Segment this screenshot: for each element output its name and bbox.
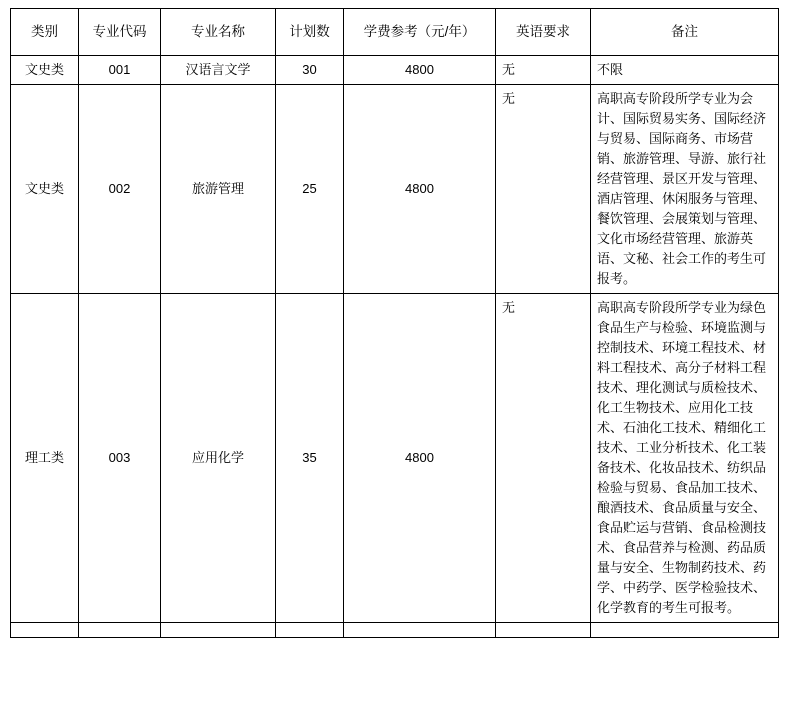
table-row xyxy=(11,56,779,85)
cell-category: 文史类 xyxy=(11,85,79,294)
column-header-english-requirement: 英语要求 xyxy=(496,9,591,56)
table-header xyxy=(11,9,779,56)
cell-plan-count: 25 xyxy=(276,85,344,294)
table-row-partial xyxy=(11,623,779,638)
table-header-row xyxy=(11,9,779,56)
cell-major-name: 汉语言文学 xyxy=(161,56,276,85)
cell-partial xyxy=(11,623,79,638)
cell-category: 文史类 xyxy=(11,56,79,85)
cell-plan-count: 30 xyxy=(276,56,344,85)
cell-partial xyxy=(496,623,591,638)
cell-english-requirement: 无 xyxy=(496,294,591,623)
column-header-tuition: 学费参考（元/年） xyxy=(344,9,496,56)
cell-major-code: 002 xyxy=(79,85,161,294)
cell-english-requirement: 无 xyxy=(496,56,591,85)
column-header-remark: 备注 xyxy=(591,9,779,56)
cell-remark: 不限 xyxy=(591,56,779,85)
major-plan-table xyxy=(10,8,779,638)
cell-tuition: 4800 xyxy=(344,294,496,623)
column-header-major-name: 专业名称 xyxy=(161,9,276,56)
table-body xyxy=(11,56,779,638)
cell-partial xyxy=(591,623,779,638)
cell-major-code: 001 xyxy=(79,56,161,85)
cell-partial xyxy=(276,623,344,638)
cell-major-name: 应用化学 xyxy=(161,294,276,623)
cell-remark: 高职高专阶段所学专业为绿色食品生产与检验、环境监测与控制技术、环境工程技术、材料工程技术、高分子材料工程技术、理化测试与质检技术、化工生物技术、应用化工技术、石油化工技术、精细化工技术、工业分析技术、化工装备技术、化妆品技术、纺织品检验与贸易、食品加工技术、酿酒技术、食品质量与安全、食品贮运与营销、食品检测技术、食品营养与检测、药品质量与安全、生物制药技术、药学、中药学、医学检验技术、化学教育的考生可报考。 xyxy=(591,294,779,623)
column-header-category: 类别 xyxy=(11,9,79,56)
cell-remark: 高职高专阶段所学专业为会计、国际贸易实务、国际经济与贸易、国际商务、市场营销、旅游管理、导游、旅行社经营管理、景区开发与管理、酒店管理、休闲服务与管理、餐饮管理、会展策划与管理、文化市场经营管理、旅游英语、文秘、社会工作的考生可报考。 xyxy=(591,85,779,294)
column-header-plan-count: 计划数 xyxy=(276,9,344,56)
cell-english-requirement: 无 xyxy=(496,85,591,294)
cell-partial xyxy=(344,623,496,638)
cell-major-code: 003 xyxy=(79,294,161,623)
cell-partial xyxy=(79,623,161,638)
column-header-major-code: 专业代码 xyxy=(79,9,161,56)
cell-category: 理工类 xyxy=(11,294,79,623)
table-row xyxy=(11,85,779,294)
cell-tuition: 4800 xyxy=(344,56,496,85)
cell-major-name: 旅游管理 xyxy=(161,85,276,294)
cell-partial xyxy=(161,623,276,638)
cell-plan-count: 35 xyxy=(276,294,344,623)
table-row xyxy=(11,294,779,623)
cell-tuition: 4800 xyxy=(344,85,496,294)
